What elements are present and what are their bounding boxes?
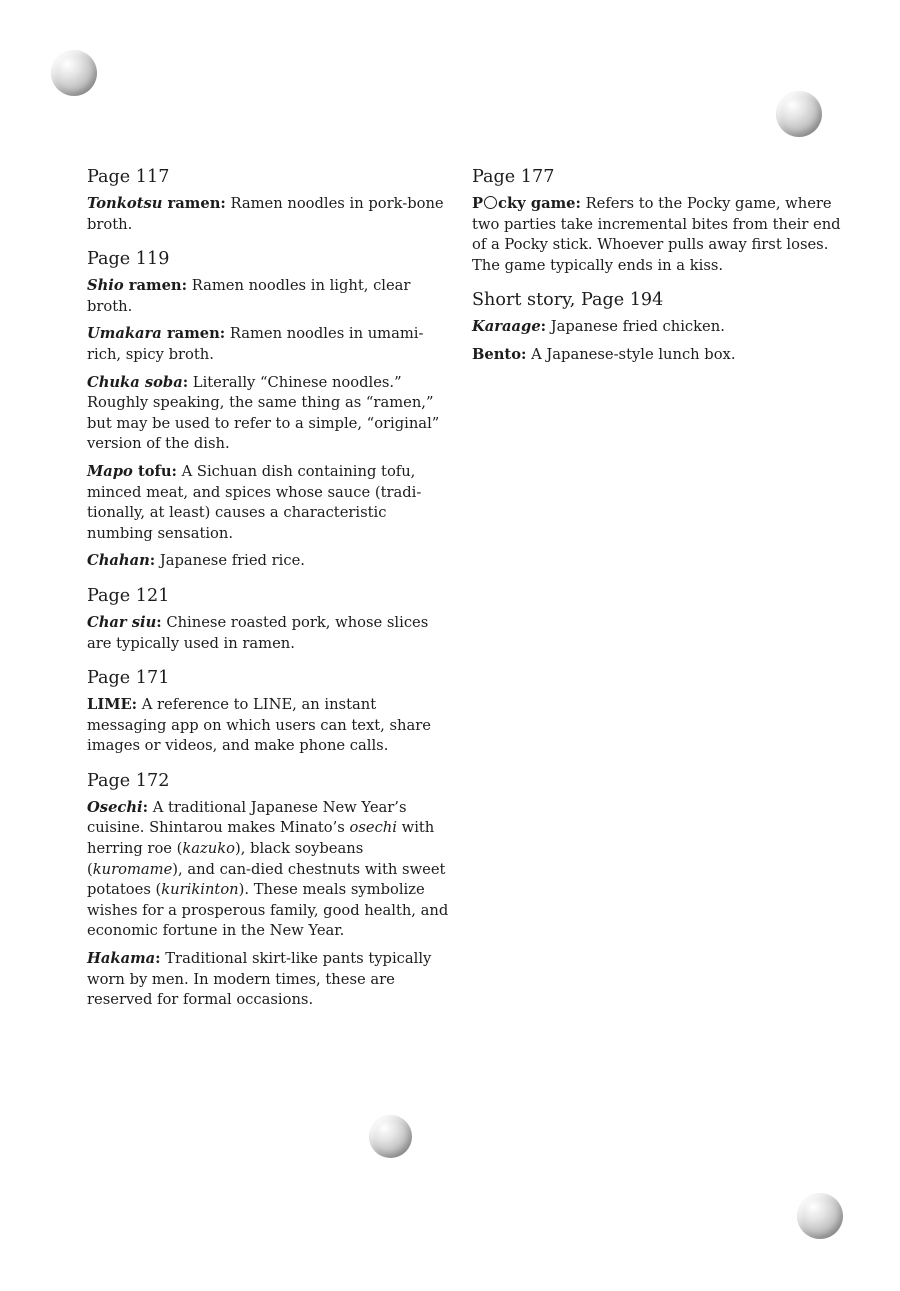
glossary-entry (87, 551, 449, 572)
glossary-term-italic: Chuka soba (87, 373, 183, 391)
glossary-definition: with herring roe ( (87, 819, 435, 858)
glossary-entry (472, 194, 842, 276)
glossary-term: cky game: (498, 195, 581, 212)
glossary-definition: A traditional Japanese New Year’s cuisine. Shintarou makes Minato’s (87, 798, 407, 837)
glossary-term: LIME: (87, 696, 138, 714)
glossary-term: : (155, 950, 161, 968)
glossary-term-italic: Umakara (87, 325, 162, 343)
glossary-term: : (540, 318, 547, 336)
glossary-term-italic: Mapo (87, 462, 133, 480)
glossary-entry (87, 194, 449, 235)
glossary-term-italic: Shio (87, 277, 124, 295)
decorative-orb-top-left (51, 50, 97, 96)
glossary-definition: A reference to LINE, an instant messaging app on which users can text, share images or videos, and make phone calls. (87, 696, 431, 755)
section-heading: Page 117 (87, 167, 170, 187)
section-heading: Page 119 (87, 249, 170, 270)
glossary-term-italic: Osechi (87, 798, 143, 816)
glossary-term: : (182, 373, 189, 391)
glossary-entry (87, 373, 449, 455)
circle-icon (484, 196, 497, 209)
glossary-definition: ). These meals symbolize wishes for a prosperous family, good health, and economic fortune in the New Year. (87, 881, 449, 940)
glossary-term: : (156, 613, 162, 631)
decorative-orb-bottom-right (797, 1193, 843, 1239)
glossary-entry (87, 613, 449, 654)
decorative-orb-top-right (776, 91, 822, 137)
glossary-term: ramen: (161, 325, 226, 343)
decorative-orb-bottom-center (369, 1115, 412, 1158)
glossary-term-italic: Karaage (472, 318, 541, 336)
left-glossary-column (87, 166, 449, 1018)
glossary-entry (87, 324, 449, 365)
section-heading: Page 121 (87, 585, 170, 606)
section-heading: Page 171 (87, 668, 170, 689)
glossary-entry (87, 798, 449, 942)
glossary-term: ramen: (123, 277, 188, 295)
right-glossary-column (472, 166, 842, 373)
glossary-definition: Japanese fried chicken. (546, 318, 725, 336)
glossary-term-italic: Tonkotsu (87, 195, 163, 212)
glossary-definition: Ramen noodles in umami-rich, spicy broth. (87, 325, 424, 363)
glossary-term: : (142, 798, 149, 816)
glossary-definition: A Sichuan dish containing tofu, minced meat, and spices whose sauce (tradi-tionally, at least) causes a characteristic numbing sensation. (87, 462, 422, 542)
section-heading: Page 172 (87, 770, 170, 791)
glossary-definition: ), and can-died chestnuts with sweet potatoes ( (87, 860, 446, 899)
glossary-definition: A Japanese-style lunch box. (526, 345, 736, 363)
glossary-entry (472, 345, 842, 366)
glossary-italic-word: kazuko (182, 840, 235, 858)
glossary-entry (87, 949, 449, 1011)
glossary-definition: Ramen noodles in light, clear broth. (87, 277, 411, 315)
glossary-definition: Japanese fried rice. (155, 552, 305, 570)
glossary-definition: Refers to the Pocky game, where two parties take incremental bites from their end of a Pocky stick. Whoever pulls away first loses. The game typically ends in a kiss. (472, 195, 841, 274)
glossary-entry (87, 695, 449, 757)
glossary-term-italic: Chahan (87, 552, 150, 570)
glossary-definition: Literally “Chinese noodles.” Roughly speaking, the same thing as “ramen,” but may be used to refer to a simple, “original” version of the dish. (87, 373, 440, 453)
glossary-definition: Ramen noodles in pork-bone broth. (87, 195, 444, 233)
section-heading: Short story, Page 194 (472, 290, 664, 311)
glossary-entry (87, 276, 449, 317)
glossary-definition: Traditional skirt-like pants typically worn by men. In modern times, these are reserved for formal occasions. (87, 950, 432, 1009)
glossary-definition: ), black soybeans ( (87, 840, 364, 878)
glossary-term-italic: Char siu (87, 613, 157, 631)
glossary-term: Bento: (472, 345, 527, 363)
section-heading: Page 177 (472, 167, 555, 187)
glossary-term: ramen: (162, 195, 226, 212)
glossary-term-italic: Hakama (87, 950, 156, 968)
glossary-italic-word: kuromame (92, 860, 173, 878)
glossary-italic-word: osechi (349, 819, 397, 837)
glossary-entry (87, 462, 449, 544)
glossary-term: : (149, 552, 156, 570)
glossary-term-prefix: P (472, 195, 484, 212)
glossary-italic-word: kurikinton (161, 881, 239, 899)
glossary-entry (472, 317, 842, 338)
glossary-definition: Chinese roasted pork, whose slices are typically used in ramen. (87, 613, 429, 652)
glossary-term: tofu: (132, 462, 177, 480)
